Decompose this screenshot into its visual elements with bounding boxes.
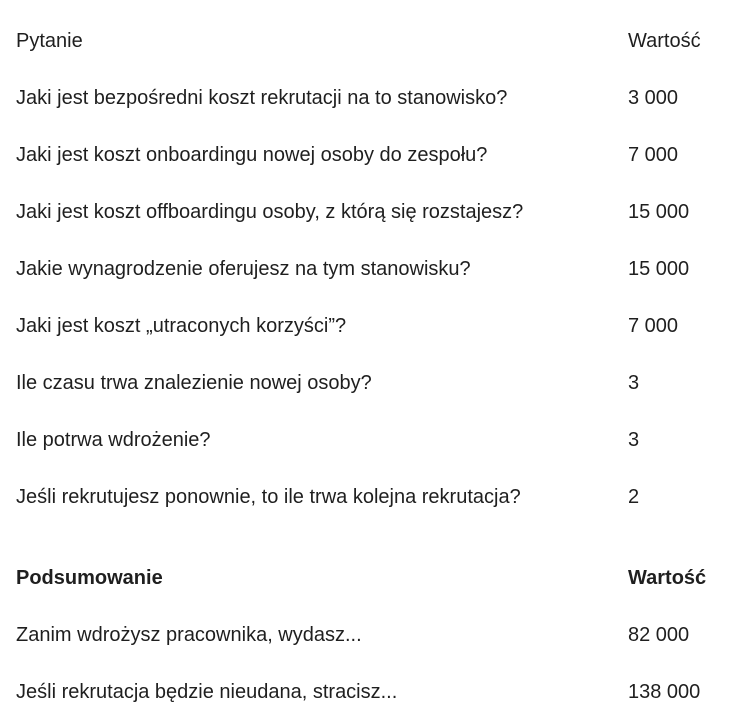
table-row	[16, 183, 726, 240]
table-row	[16, 240, 726, 297]
summary-label-cell: Zanim wdrożysz pracownika, wydasz...	[16, 623, 362, 646]
value-cell: 7 000	[628, 143, 679, 166]
summary-label-cell: Jeśli rekrutacja będzie nieudana, stracisz...	[16, 680, 398, 703]
table-row	[16, 663, 726, 720]
question-cell: Jaki jest bezpośredni koszt rekrutacji na to stanowisko?	[16, 86, 508, 109]
question-cell: Jeśli rekrutujesz ponownie, to ile trwa kolejna rekrutacja?	[16, 485, 521, 508]
summary-table	[16, 549, 726, 720]
table-row	[16, 69, 726, 126]
value-cell: 2	[628, 485, 640, 508]
value-cell: 7 000	[628, 314, 679, 337]
table-row	[16, 354, 726, 411]
table-header-row	[16, 12, 726, 69]
question-cell: Jaki jest koszt offboardingu osoby, z którą się rozstajesz?	[16, 200, 524, 223]
column-header-question: Pytanie	[16, 29, 83, 52]
table-header-row	[16, 549, 726, 606]
value-cell: 3	[628, 428, 640, 451]
value-cell: 3	[628, 371, 640, 394]
value-cell: 3 000	[628, 86, 679, 109]
table-row	[16, 411, 726, 468]
question-cell: Ile czasu trwa znalezienie nowej osoby?	[16, 371, 372, 394]
summary-value-cell: 138 000	[628, 680, 701, 703]
question-cell: Jaki jest koszt „utraconych korzyści”?	[16, 314, 347, 337]
summary-value-cell: 82 000	[628, 623, 690, 646]
value-cell: 15 000	[628, 200, 690, 223]
questions-table	[16, 12, 726, 525]
table-row	[16, 606, 726, 663]
table-row	[16, 468, 726, 525]
question-cell: Jakie wynagrodzenie oferujesz na tym stanowisku?	[16, 257, 471, 280]
column-header-summary: Podsumowanie	[16, 566, 163, 589]
column-header-value: Wartość	[628, 566, 707, 589]
column-header-value: Wartość	[628, 29, 701, 52]
question-cell: Ile potrwa wdrożenie?	[16, 428, 211, 451]
value-cell: 15 000	[628, 257, 690, 280]
table-row	[16, 126, 726, 183]
table-row	[16, 297, 726, 354]
question-cell: Jaki jest koszt onboardingu nowej osoby do zespołu?	[16, 143, 488, 166]
